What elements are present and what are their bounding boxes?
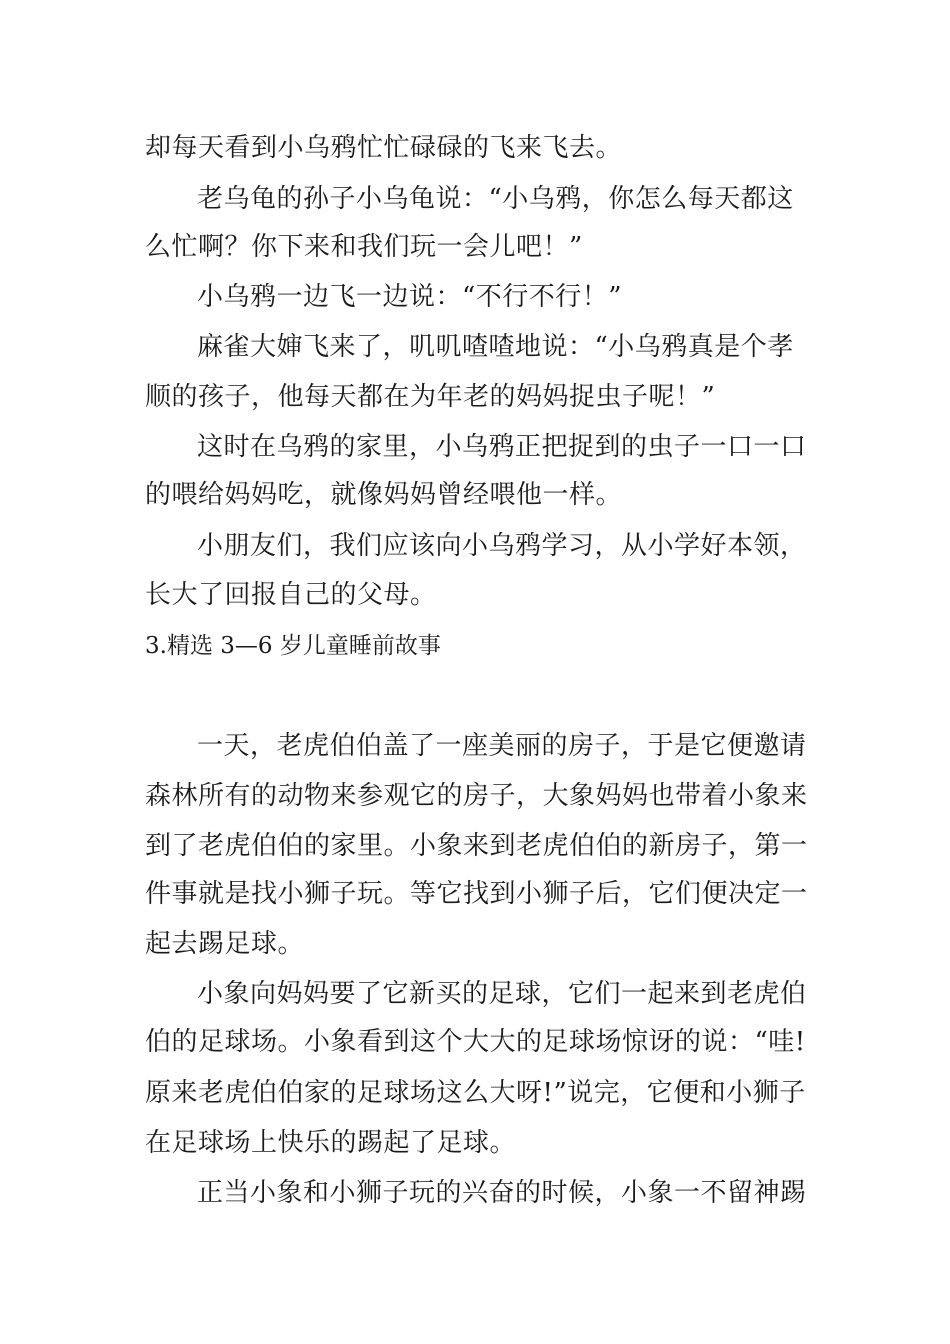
paragraph-line: 麻雀大婶飞来了，叽叽喳喳地说：“小乌鸦真是个孝 [197, 332, 794, 362]
paragraph-line: 么忙啊？你下来和我们玩一会儿吧！” [145, 232, 583, 262]
paragraph-line: 到了老虎伯伯的家里。小象来到老虎伯伯的新房子，第一 [145, 831, 808, 861]
paragraph-line: 这时在乌鸦的家里，小乌鸦正把捉到的虫子一口一口 [197, 432, 807, 462]
paragraph-line: 老乌龟的孙子小乌龟说：“小乌鸦，你怎么每天都这 [197, 184, 794, 214]
paragraph-line: 件事就是找小狮子玩。等它找到小狮子后，它们便决定一 [145, 879, 808, 909]
paragraph-line: 却每天看到小乌鸦忙忙碌碌的飞来飞去。 [145, 133, 623, 163]
section-heading: 3.精选 3—6 岁儿童睡前故事 [145, 633, 441, 659]
paragraph-line: 原来老虎伯伯家的足球场这么大呀!”说完，它便和小狮子 [145, 1078, 806, 1108]
paragraph-line: 正当小象和小狮子玩的兴奋的时候，小象一不留神踢 [197, 1178, 807, 1208]
paragraph-line: 伯的足球场。小象看到这个大大的足球场惊讶的说：“哇! [145, 1027, 806, 1057]
paragraph-line: 小象向妈妈要了它新买的足球，它们一起来到老虎伯 [197, 979, 807, 1009]
paragraph-line: 小朋友们，我们应该向小乌鸦学习，从小学好本领， [197, 531, 807, 561]
paragraph-line: 起去踢足球。 [145, 929, 305, 959]
paragraph-line: 一天，老虎伯伯盖了一座美丽的房子，于是它便邀请 [197, 731, 807, 761]
paragraph-line: 顺的孩子，他每天都在为年老的妈妈捉虫子呢！” [145, 382, 716, 412]
paragraph-line: 森林所有的动物来参观它的房子，大象妈妈也带着小象来 [145, 781, 808, 811]
paragraph-line: 小乌鸦一边飞一边说：“不行不行！” [197, 282, 623, 312]
paragraph-line: 长大了回报自己的父母。 [145, 580, 437, 610]
paragraph-line: 在足球场上快乐的踢起了足球。 [145, 1128, 517, 1158]
paragraph-line: 的喂给妈妈吃，就像妈妈曾经喂他一样。 [145, 480, 623, 510]
